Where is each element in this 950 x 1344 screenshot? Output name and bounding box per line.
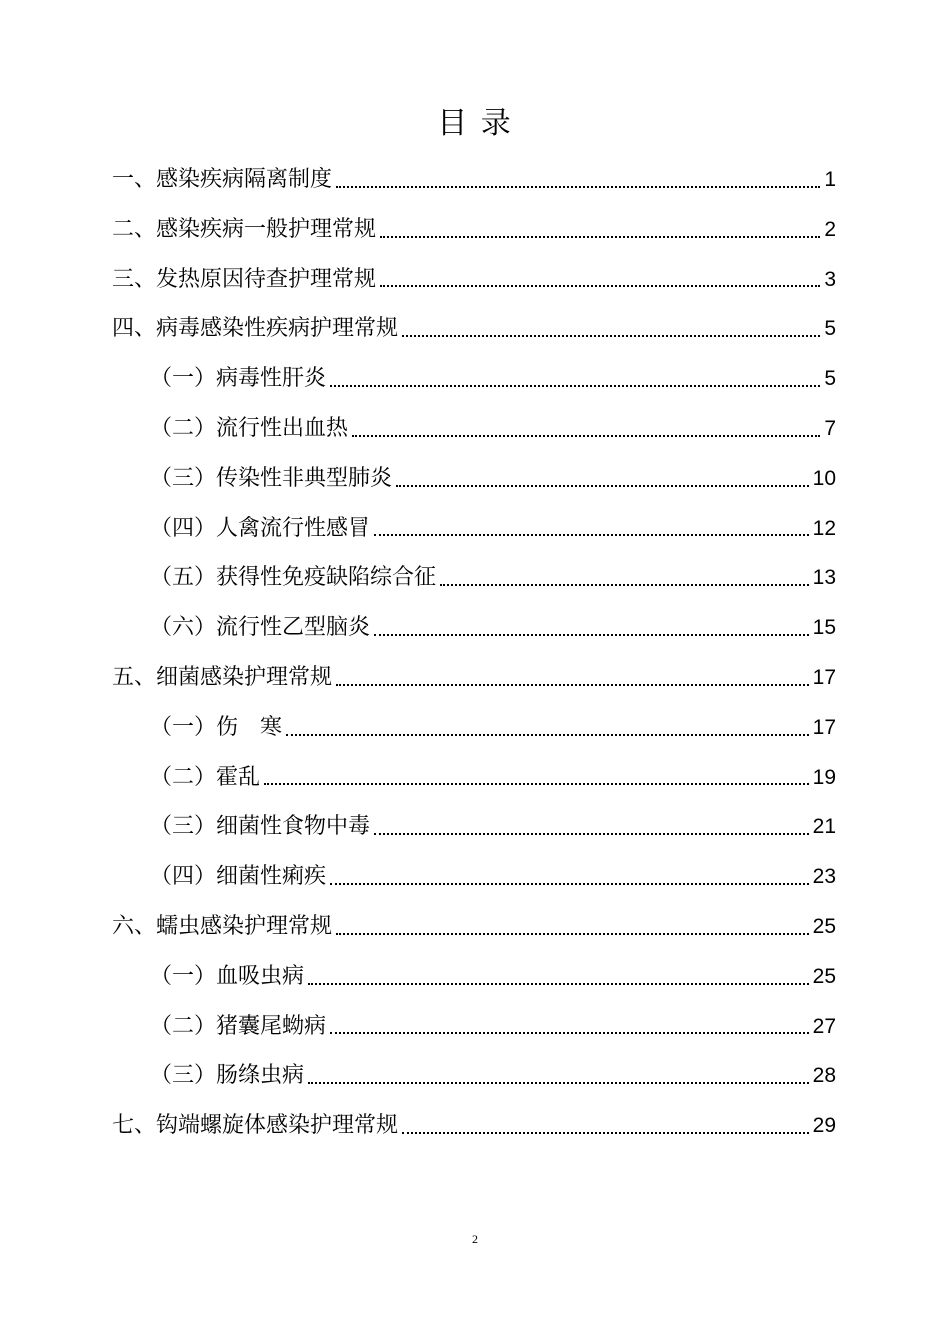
toc-entry-page: 27	[812, 1014, 836, 1038]
toc-entry-page: 21	[812, 815, 836, 839]
toc-entry[interactable]	[112, 653, 836, 703]
table-of-contents	[112, 155, 836, 1151]
toc-entry-page: 17	[812, 715, 836, 739]
toc-entry-label: （四）细菌性痢疾	[150, 864, 327, 890]
toc-entry-page: 2	[824, 217, 836, 241]
toc-entry-label: （一）病毒性肝炎	[150, 366, 327, 392]
toc-entry[interactable]	[112, 703, 836, 753]
toc-entry[interactable]	[112, 205, 836, 255]
toc-entry-label: （三）肠绦虫病	[150, 1063, 305, 1089]
toc-entry[interactable]	[112, 504, 836, 554]
toc-entry-label: 七、钩端螺旋体感染护理常规	[112, 1113, 399, 1139]
toc-dot-leader	[330, 867, 809, 887]
toc-entry[interactable]	[112, 952, 836, 1002]
toc-entry-page: 3	[824, 267, 836, 291]
toc-dot-leader	[380, 220, 820, 240]
toc-entry[interactable]	[112, 553, 836, 603]
toc-entry-page: 5	[824, 367, 836, 391]
toc-entry-label: （二）猪囊尾蚴病	[150, 1013, 327, 1039]
toc-entry[interactable]	[112, 753, 836, 803]
toc-entry[interactable]	[112, 1002, 836, 1052]
toc-entry-page: 1	[824, 168, 836, 191]
toc-dot-leader	[336, 917, 809, 937]
toc-entry-page: 19	[812, 765, 836, 789]
toc-entry-page: 5	[824, 317, 836, 341]
toc-entry-label: 三、发热原因待查护理常规	[112, 266, 377, 292]
toc-entry[interactable]	[112, 454, 836, 504]
toc-entry-page: 25	[812, 914, 836, 938]
toc-entry-label: （二）霍乱	[150, 764, 261, 790]
toc-dot-leader	[374, 518, 809, 538]
toc-entry-page: 15	[812, 616, 836, 640]
toc-entry-label: （二）流行性出血热	[150, 415, 349, 441]
toc-entry-page: 28	[812, 1064, 836, 1088]
toc-entry-label: 五、细菌感染护理常规	[112, 664, 333, 690]
toc-entry[interactable]	[112, 802, 836, 852]
toc-entry-page: 12	[812, 516, 836, 540]
toc-dot-leader	[352, 419, 820, 439]
toc-entry-label: （六）流行性乙型脑炎	[150, 615, 371, 641]
toc-dot-leader	[336, 668, 809, 688]
toc-entry-label: 四、病毒感染性疾病护理常规	[112, 316, 399, 342]
toc-dot-leader	[396, 469, 809, 489]
toc-dot-leader	[308, 1066, 809, 1086]
toc-dot-leader	[308, 967, 809, 987]
toc-dot-leader	[330, 1016, 809, 1036]
toc-entry-label: 一、感染疾病隔离制度	[112, 167, 333, 192]
toc-entry[interactable]	[112, 902, 836, 952]
toc-entry[interactable]	[112, 255, 836, 305]
toc-entry[interactable]	[112, 404, 836, 454]
toc-entry[interactable]	[112, 1051, 836, 1101]
toc-entry-label: （一）血吸虫病	[150, 963, 305, 989]
toc-entry-page: 7	[824, 416, 836, 440]
toc-dot-leader	[374, 618, 809, 638]
toc-entry[interactable]	[112, 304, 836, 354]
toc-entry-page: 29	[812, 1114, 836, 1138]
toc-entry[interactable]	[112, 354, 836, 404]
page-number: 2	[472, 1232, 478, 1246]
toc-entry-label: 六、蠕虫感染护理常规	[112, 913, 333, 939]
toc-entry-page: 17	[812, 665, 836, 689]
toc-dot-leader	[402, 319, 820, 339]
toc-entry-label: （三）细菌性食物中毒	[150, 814, 371, 840]
toc-entry-label: （四）人禽流行性感冒	[150, 515, 371, 541]
toc-entry[interactable]	[112, 1101, 836, 1151]
toc-entry-label: （三）传染性非典型肺炎	[150, 465, 393, 491]
toc-entry-page: 23	[812, 865, 836, 889]
toc-entry-page: 25	[812, 964, 836, 988]
toc-entry-label: （五）获得性免疫缺陷综合征	[150, 565, 437, 591]
toc-dot-leader	[330, 369, 820, 389]
document-title: 目 录	[437, 106, 513, 141]
toc-dot-leader	[264, 767, 809, 787]
toc-dot-leader	[336, 170, 820, 190]
toc-entry[interactable]	[112, 603, 836, 653]
toc-entry[interactable]	[112, 155, 836, 205]
toc-entry-label: （一）伤 寒	[150, 714, 283, 740]
toc-dot-leader	[440, 568, 809, 588]
toc-dot-leader	[380, 269, 820, 289]
toc-entry-page: 10	[812, 466, 836, 490]
toc-dot-leader	[286, 718, 809, 738]
toc-entry-page: 13	[812, 566, 836, 590]
toc-entry-label: 二、感染疾病一般护理常规	[112, 216, 377, 242]
toc-dot-leader	[374, 817, 809, 837]
toc-dot-leader	[402, 1116, 809, 1136]
toc-entry[interactable]	[112, 852, 836, 902]
